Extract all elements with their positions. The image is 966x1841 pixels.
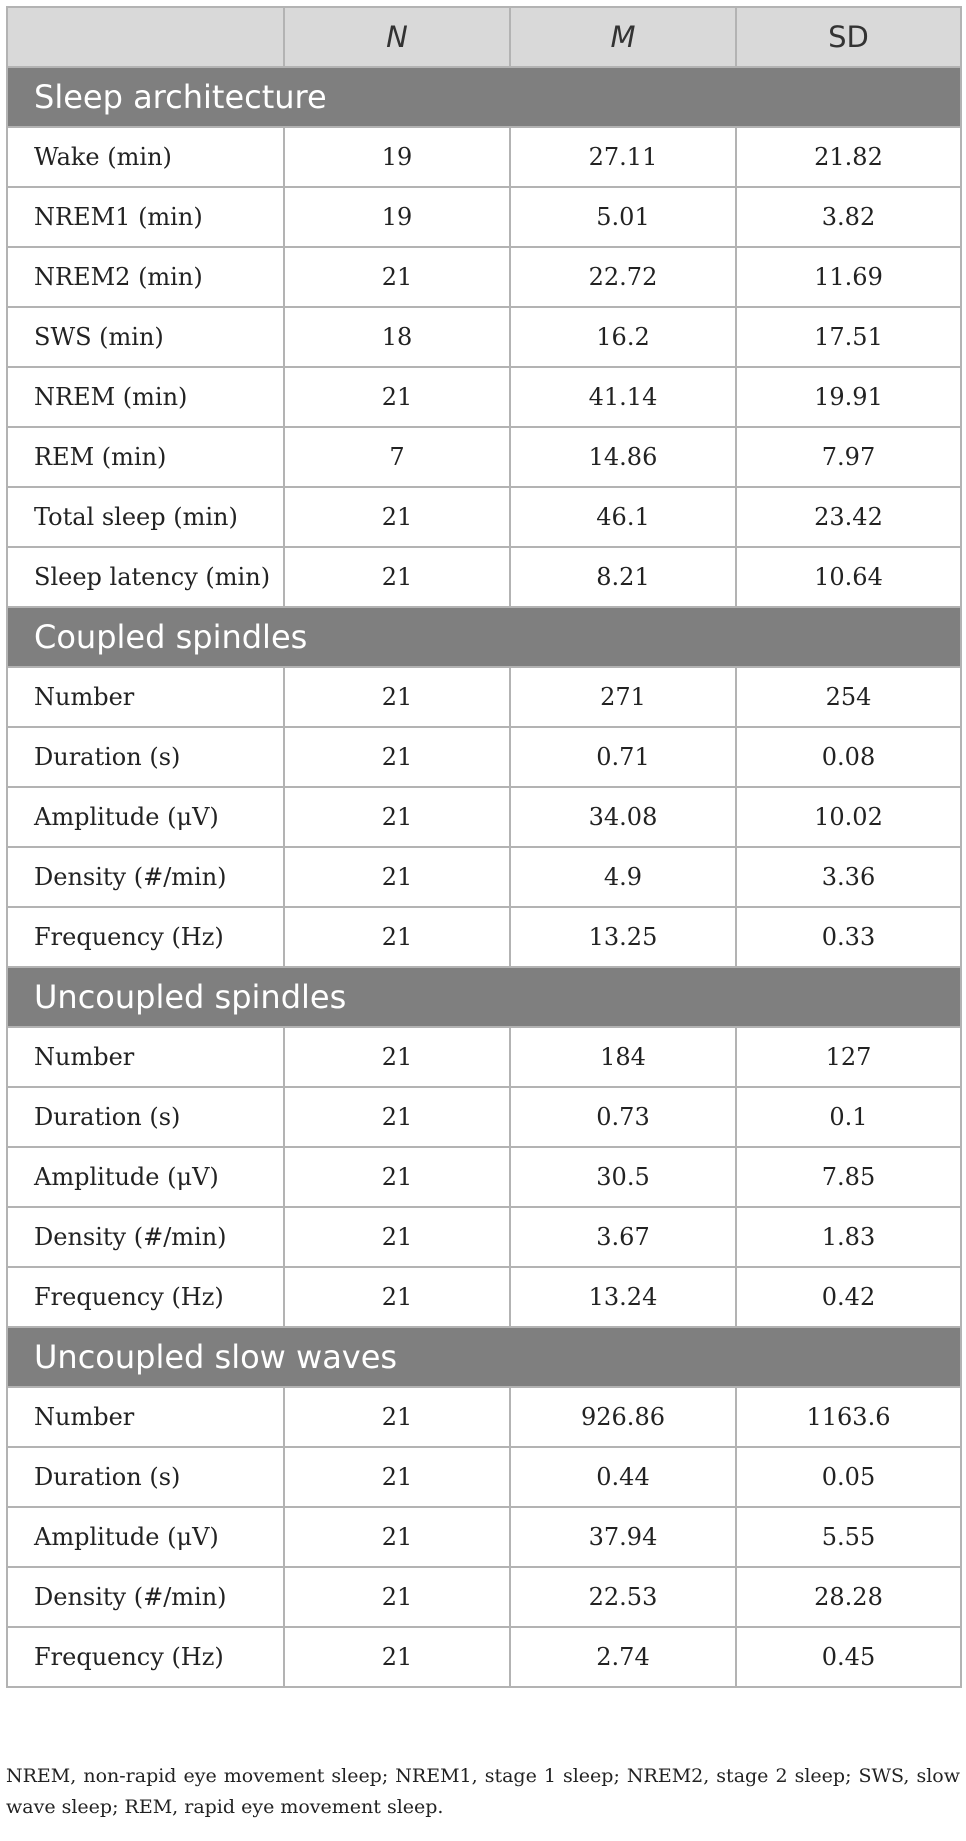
row-sd: 7.97	[736, 427, 961, 487]
row-sd: 28.28	[736, 1567, 961, 1627]
row-m: 8.21	[510, 547, 736, 607]
row-n: 21	[284, 1207, 510, 1267]
header-n: N	[284, 7, 510, 67]
row-sd: 0.45	[736, 1627, 961, 1687]
row-n: 21	[284, 247, 510, 307]
row-n: 21	[284, 787, 510, 847]
row-n: 21	[284, 907, 510, 967]
row-label: SWS (min)	[7, 307, 284, 367]
row-label: Duration (s)	[7, 1087, 284, 1147]
section-title: Sleep architecture	[7, 67, 961, 127]
row-n: 21	[284, 1267, 510, 1327]
row-label: Duration (s)	[7, 727, 284, 787]
row-label: Amplitude (μV)	[7, 1147, 284, 1207]
row-m: 0.44	[510, 1447, 736, 1507]
row-m: 14.86	[510, 427, 736, 487]
table-row	[7, 427, 961, 487]
row-m: 46.1	[510, 487, 736, 547]
row-n: 21	[284, 1147, 510, 1207]
row-sd: 0.42	[736, 1267, 961, 1327]
row-label: Duration (s)	[7, 1447, 284, 1507]
row-sd: 254	[736, 667, 961, 727]
row-sd: 0.33	[736, 907, 961, 967]
table-container	[6, 6, 960, 1688]
row-m: 0.71	[510, 727, 736, 787]
section-title: Uncoupled spindles	[7, 967, 961, 1027]
row-n: 21	[284, 1507, 510, 1567]
row-n: 21	[284, 547, 510, 607]
row-m: 13.25	[510, 907, 736, 967]
row-label: Density (#/min)	[7, 847, 284, 907]
row-sd: 19.91	[736, 367, 961, 427]
row-sd: 127	[736, 1027, 961, 1087]
table-row	[7, 487, 961, 547]
table-row	[7, 1567, 961, 1627]
row-n: 7	[284, 427, 510, 487]
row-m: 0.73	[510, 1087, 736, 1147]
row-m: 34.08	[510, 787, 736, 847]
row-m: 2.74	[510, 1627, 736, 1687]
row-m: 3.67	[510, 1207, 736, 1267]
table-row	[7, 787, 961, 847]
section-header-row	[7, 67, 961, 127]
row-n: 21	[284, 1447, 510, 1507]
row-m: 926.86	[510, 1387, 736, 1447]
row-sd: 3.82	[736, 187, 961, 247]
header-m: M	[510, 7, 736, 67]
row-n: 19	[284, 187, 510, 247]
row-m: 13.24	[510, 1267, 736, 1327]
row-sd: 23.42	[736, 487, 961, 547]
table-body	[7, 67, 961, 1687]
table-row	[7, 1447, 961, 1507]
table-row	[7, 1027, 961, 1087]
table-footnote: NREM, non-rapid eye movement sleep; NREM1, stage 1 sleep; NREM2, stage 2 sleep; SWS, slow wave sleep; REM, rapid eye movement sleep.	[6, 1765, 960, 1818]
row-n: 21	[284, 1567, 510, 1627]
header-blank	[7, 7, 284, 67]
table-row	[7, 1507, 961, 1567]
row-sd: 1163.6	[736, 1387, 961, 1447]
row-m: 271	[510, 667, 736, 727]
row-n: 21	[284, 667, 510, 727]
row-m: 22.53	[510, 1567, 736, 1627]
header-row	[7, 7, 961, 67]
row-m: 41.14	[510, 367, 736, 427]
row-m: 37.94	[510, 1507, 736, 1567]
row-label: REM (min)	[7, 427, 284, 487]
table-row	[7, 1267, 961, 1327]
row-m: 27.11	[510, 127, 736, 187]
row-label: Number	[7, 1387, 284, 1447]
row-n: 21	[284, 487, 510, 547]
section-header-row	[7, 967, 961, 1027]
row-m: 30.5	[510, 1147, 736, 1207]
row-m: 5.01	[510, 187, 736, 247]
table-row	[7, 727, 961, 787]
row-sd: 10.02	[736, 787, 961, 847]
row-m: 4.9	[510, 847, 736, 907]
row-label: Number	[7, 1027, 284, 1087]
row-sd: 11.69	[736, 247, 961, 307]
row-label: Frequency (Hz)	[7, 1267, 284, 1327]
table-row	[7, 187, 961, 247]
row-label: Density (#/min)	[7, 1567, 284, 1627]
row-n: 21	[284, 1027, 510, 1087]
row-label: NREM1 (min)	[7, 187, 284, 247]
row-n: 21	[284, 727, 510, 787]
row-sd: 3.36	[736, 847, 961, 907]
table-row	[7, 1147, 961, 1207]
table-row	[7, 367, 961, 427]
row-sd: 0.1	[736, 1087, 961, 1147]
row-sd: 10.64	[736, 547, 961, 607]
row-n: 21	[284, 367, 510, 427]
table-row	[7, 1627, 961, 1687]
row-sd: 0.05	[736, 1447, 961, 1507]
row-label: Wake (min)	[7, 127, 284, 187]
row-n: 21	[284, 1387, 510, 1447]
row-n: 21	[284, 847, 510, 907]
row-sd: 0.08	[736, 727, 961, 787]
row-label: Amplitude (μV)	[7, 787, 284, 847]
row-sd: 5.55	[736, 1507, 961, 1567]
table-row	[7, 1087, 961, 1147]
row-n: 19	[284, 127, 510, 187]
row-n: 21	[284, 1627, 510, 1687]
table-row	[7, 547, 961, 607]
row-n: 18	[284, 307, 510, 367]
table-row	[7, 1387, 961, 1447]
table-row	[7, 907, 961, 967]
row-m: 184	[510, 1027, 736, 1087]
section-title: Coupled spindles	[7, 607, 961, 667]
row-m: 22.72	[510, 247, 736, 307]
sleep-data-table	[6, 6, 962, 1688]
table-row	[7, 127, 961, 187]
row-sd: 1.83	[736, 1207, 961, 1267]
row-label: Density (#/min)	[7, 1207, 284, 1267]
row-sd: 21.82	[736, 127, 961, 187]
table-row	[7, 1207, 961, 1267]
row-sd: 7.85	[736, 1147, 961, 1207]
row-label: NREM2 (min)	[7, 247, 284, 307]
row-label: Frequency (Hz)	[7, 1627, 284, 1687]
row-sd: 17.51	[736, 307, 961, 367]
section-header-row	[7, 1327, 961, 1387]
section-header-row	[7, 607, 961, 667]
header-sd: SD	[736, 7, 961, 67]
row-label: NREM (min)	[7, 367, 284, 427]
row-n: 21	[284, 1087, 510, 1147]
table-row	[7, 667, 961, 727]
row-label: Number	[7, 667, 284, 727]
table-row	[7, 847, 961, 907]
row-label: Sleep latency (min)	[7, 547, 284, 607]
row-m: 16.2	[510, 307, 736, 367]
section-title: Uncoupled slow waves	[7, 1327, 961, 1387]
table-row	[7, 247, 961, 307]
row-label: Amplitude (μV)	[7, 1507, 284, 1567]
row-label: Frequency (Hz)	[7, 907, 284, 967]
row-label: Total sleep (min)	[7, 487, 284, 547]
table-row	[7, 307, 961, 367]
